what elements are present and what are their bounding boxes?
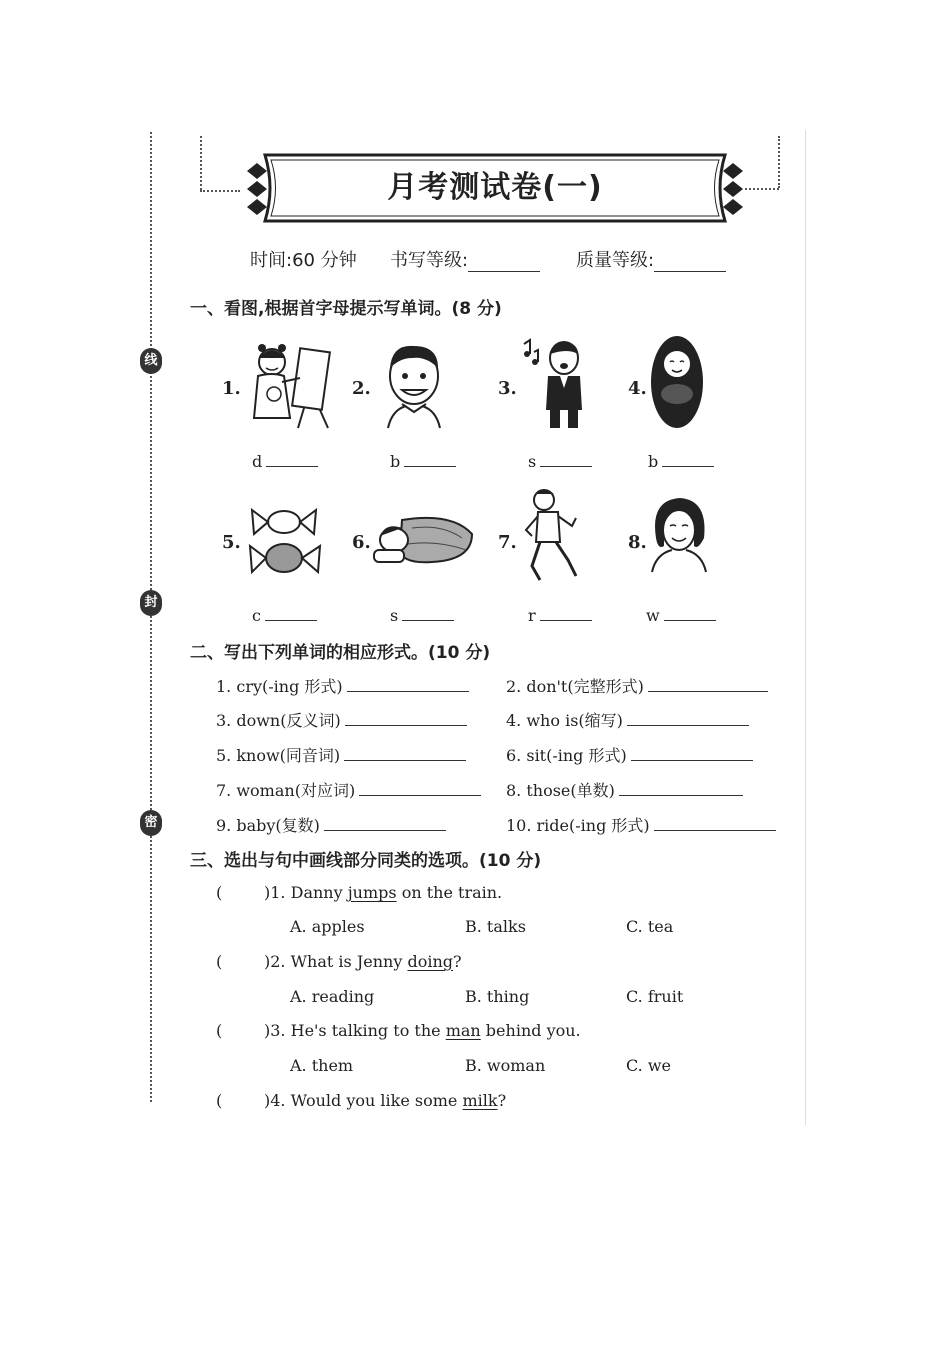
answer-8-blank[interactable] bbox=[664, 606, 716, 621]
choice-question-3 bbox=[216, 1021, 581, 1040]
answer-7-blank[interactable] bbox=[540, 606, 592, 621]
exam-paper bbox=[148, 130, 808, 1125]
pic-number-8: 8. bbox=[628, 532, 647, 553]
answer-1 bbox=[252, 452, 318, 471]
answer-2 bbox=[390, 452, 456, 471]
option-2c[interactable]: C. fruit bbox=[626, 987, 684, 1006]
section2-title: 二、写出下列单词的相应形式。(10 分) bbox=[190, 643, 491, 663]
question-number-1: )1. bbox=[264, 883, 286, 902]
answer-paren-open-3: ( bbox=[216, 1021, 223, 1040]
word-form-prompt-3: 3. down(反义词) bbox=[216, 711, 341, 730]
running-man-icon bbox=[522, 486, 582, 584]
pic-number-3: 3. bbox=[498, 378, 517, 399]
time-label: 时间:60 分钟 bbox=[250, 250, 357, 271]
answer-6 bbox=[390, 606, 454, 625]
option-1c[interactable]: C. tea bbox=[626, 917, 674, 936]
word-form-prompt-10: 10. ride(-ing 形式) bbox=[506, 816, 650, 835]
quality-grade-blank[interactable] bbox=[654, 253, 726, 272]
word-form-blank-4[interactable] bbox=[627, 711, 749, 726]
choice-question-4 bbox=[216, 1091, 506, 1110]
answer-6-letter: s bbox=[390, 606, 399, 625]
question-underlined-1: jumps bbox=[347, 883, 397, 902]
answer-paren-open-4: ( bbox=[216, 1091, 223, 1110]
answer-7 bbox=[528, 606, 592, 625]
writing-grade-blank[interactable] bbox=[468, 253, 540, 272]
word-form-item-7 bbox=[216, 778, 481, 801]
question-text-after-3: behind you. bbox=[480, 1021, 581, 1040]
answer-6-blank[interactable] bbox=[402, 606, 454, 621]
answer-8-letter: w bbox=[646, 606, 660, 625]
answer-1-blank[interactable] bbox=[266, 452, 318, 467]
question-text-after-1: on the train. bbox=[396, 883, 503, 902]
word-form-item-10 bbox=[506, 813, 776, 836]
word-form-blank-9[interactable] bbox=[324, 816, 446, 831]
page-title: 月考测试卷(一) bbox=[387, 170, 603, 205]
question-text-before-3: He's talking to the bbox=[290, 1021, 446, 1040]
answer-4-letter: b bbox=[648, 452, 659, 471]
title-dashed-right-vertical bbox=[778, 136, 780, 188]
word-form-blank-8[interactable] bbox=[619, 781, 743, 796]
quality-grade bbox=[576, 246, 726, 272]
writing-grade bbox=[390, 246, 540, 272]
option-2a[interactable]: A. reading bbox=[290, 987, 375, 1006]
option-1a[interactable]: A. apples bbox=[290, 917, 365, 936]
baby-icon bbox=[648, 334, 706, 430]
word-form-prompt-1: 1. cry(-ing 形式) bbox=[216, 677, 343, 696]
title-dashed-left-horizontal bbox=[200, 190, 240, 192]
answer-1-letter: d bbox=[252, 452, 263, 471]
answer-2-blank[interactable] bbox=[404, 452, 456, 467]
choice-question-2 bbox=[216, 952, 462, 971]
choice-question-1 bbox=[216, 883, 502, 902]
quality-grade-label: 质量等级: bbox=[576, 250, 655, 271]
word-form-blank-1[interactable] bbox=[347, 677, 469, 692]
answer-paren-4[interactable] bbox=[216, 1091, 264, 1110]
question-text-before-1: Danny bbox=[290, 883, 348, 902]
pic-number-1: 1. bbox=[222, 378, 241, 399]
word-form-item-6 bbox=[506, 743, 753, 766]
girl-drawing-icon bbox=[248, 338, 336, 430]
answer-paren-open-1: ( bbox=[216, 883, 223, 902]
question-underlined-4: milk bbox=[462, 1091, 498, 1110]
word-form-item-9 bbox=[216, 813, 446, 836]
answer-4-blank[interactable] bbox=[662, 452, 714, 467]
title-dashed-right-horizontal bbox=[745, 188, 779, 190]
word-form-blank-3[interactable] bbox=[345, 711, 467, 726]
option-3b[interactable]: B. woman bbox=[465, 1056, 546, 1075]
word-form-prompt-4: 4. who is(缩写) bbox=[506, 711, 623, 730]
answer-5-blank[interactable] bbox=[265, 606, 317, 621]
pic-number-2: 2. bbox=[352, 378, 371, 399]
pic-number-7: 7. bbox=[498, 532, 517, 553]
pic-number-5: 5. bbox=[222, 532, 241, 553]
answer-paren-3[interactable] bbox=[216, 1021, 264, 1040]
question-number-3: )3. bbox=[264, 1021, 286, 1040]
question-text-after-4: ? bbox=[497, 1091, 507, 1110]
answer-5 bbox=[252, 606, 317, 625]
word-form-prompt-5: 5. know(同音词) bbox=[216, 746, 341, 765]
pic-number-6: 6. bbox=[352, 532, 371, 553]
word-form-blank-7[interactable] bbox=[359, 781, 481, 796]
answer-3-blank[interactable] bbox=[540, 452, 592, 467]
question-text-before-4: Would you like some bbox=[290, 1091, 463, 1110]
seal-mark-feng: 封 bbox=[140, 590, 162, 616]
title-dashed-left-vertical bbox=[200, 136, 202, 190]
boy-singing-icon bbox=[520, 336, 590, 430]
word-form-prompt-2: 2. don't(完整形式) bbox=[506, 677, 644, 696]
word-form-prompt-7: 7. woman(对应词) bbox=[216, 781, 356, 800]
question-text-after-2: ? bbox=[453, 952, 462, 971]
question-underlined-2: doing bbox=[407, 952, 453, 971]
answer-3-letter: s bbox=[528, 452, 537, 471]
word-form-prompt-8: 8. those(单数) bbox=[506, 781, 615, 800]
question-number-4: )4. bbox=[264, 1091, 286, 1110]
word-form-item-4 bbox=[506, 708, 749, 731]
seal-mark-mi: 密 bbox=[140, 810, 162, 836]
section3-title: 三、选出与句中画线部分同类的选项。(10 分) bbox=[190, 851, 542, 871]
answer-paren-2[interactable] bbox=[216, 952, 264, 971]
option-3a[interactable]: A. them bbox=[290, 1056, 354, 1075]
section1-title: 一、看图,根据首字母提示写单词。(8 分) bbox=[190, 299, 502, 319]
answer-3 bbox=[528, 452, 592, 471]
word-form-blank-6[interactable] bbox=[631, 746, 753, 761]
binding-dotted-line bbox=[150, 132, 152, 1102]
option-3c[interactable]: C. we bbox=[626, 1056, 672, 1075]
option-1b[interactable]: B. talks bbox=[465, 917, 526, 936]
word-form-item-5 bbox=[216, 743, 466, 766]
word-form-prompt-6: 6. sit(-ing 形式) bbox=[506, 746, 627, 765]
page-right-edge bbox=[805, 130, 806, 1125]
question-number-2: )2. bbox=[264, 952, 286, 971]
woman-face-icon bbox=[648, 494, 710, 574]
answer-paren-1[interactable] bbox=[216, 883, 264, 902]
word-form-blank-2[interactable] bbox=[648, 677, 768, 692]
answer-8 bbox=[646, 606, 716, 625]
option-2b[interactable]: B. thing bbox=[465, 987, 530, 1006]
answer-5-letter: c bbox=[252, 606, 261, 625]
word-form-item-2 bbox=[506, 674, 768, 697]
question-underlined-3: man bbox=[445, 1021, 481, 1040]
word-form-prompt-9: 9. baby(复数) bbox=[216, 816, 320, 835]
word-form-blank-5[interactable] bbox=[344, 746, 466, 761]
word-form-item-8 bbox=[506, 778, 743, 801]
answer-7-letter: r bbox=[528, 606, 536, 625]
pic-number-4: 4. bbox=[628, 378, 647, 399]
answer-4 bbox=[648, 452, 714, 471]
writing-grade-label: 书写等级: bbox=[390, 250, 469, 271]
answer-paren-open-2: ( bbox=[216, 952, 223, 971]
word-form-item-3 bbox=[216, 708, 467, 731]
sleeping-child-icon bbox=[372, 510, 476, 566]
candy-icon bbox=[244, 504, 324, 578]
question-text-before-2: What is Jenny bbox=[290, 952, 408, 971]
word-form-item-1 bbox=[216, 674, 469, 697]
title-banner bbox=[245, 153, 745, 223]
boy-face-icon bbox=[382, 338, 446, 430]
seal-mark-xian: 线 bbox=[140, 348, 162, 374]
word-form-blank-10[interactable] bbox=[654, 816, 776, 831]
answer-2-letter: b bbox=[390, 452, 401, 471]
